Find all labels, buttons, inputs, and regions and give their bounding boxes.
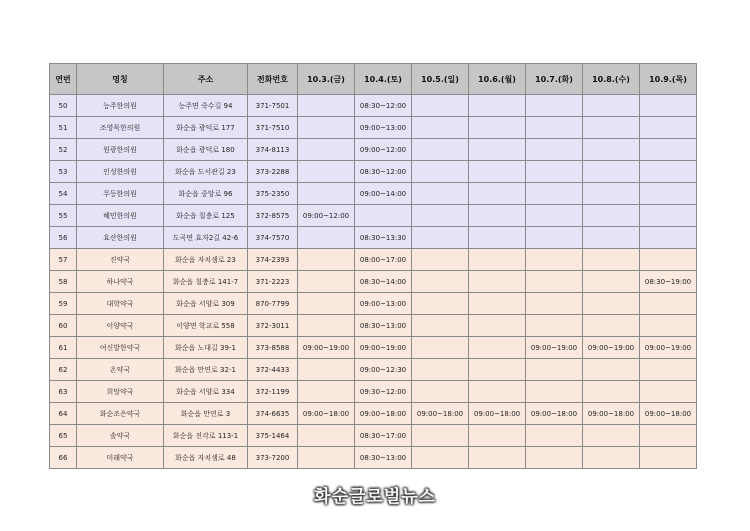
hours-oct8-cell bbox=[583, 227, 640, 249]
hours-oct5-cell bbox=[412, 227, 469, 249]
hours-oct3-cell bbox=[298, 271, 355, 293]
facility-name-cell: 무등한의원 bbox=[77, 183, 164, 205]
hours-oct8-cell bbox=[583, 139, 640, 161]
hours-oct4-cell: 08:30~14:00 bbox=[355, 271, 412, 293]
table-row bbox=[50, 381, 697, 403]
row-number-cell: 55 bbox=[50, 205, 77, 227]
table-row bbox=[50, 249, 697, 271]
hours-oct3-cell bbox=[298, 381, 355, 403]
hours-oct5-cell bbox=[412, 139, 469, 161]
hours-oct8-cell bbox=[583, 271, 640, 293]
hours-oct5-cell bbox=[412, 447, 469, 469]
header-phone: 전화번호 bbox=[248, 64, 298, 95]
hours-oct4-cell: 09:00~14:00 bbox=[355, 183, 412, 205]
hours-oct7-cell: 09:00~18:00 bbox=[526, 403, 583, 425]
hours-oct8-cell bbox=[583, 161, 640, 183]
hours-oct3-cell bbox=[298, 359, 355, 381]
header-date-oct3: 10.3.(금) bbox=[298, 64, 355, 95]
facility-address-cell: 화순읍 자치샘로 23 bbox=[164, 249, 248, 271]
facility-address-cell: 화순읍 도서관길 23 bbox=[164, 161, 248, 183]
table-row bbox=[50, 117, 697, 139]
hours-oct9-cell: 09:00~18:00 bbox=[640, 403, 697, 425]
header-name: 명칭 bbox=[77, 64, 164, 95]
hours-oct9-cell bbox=[640, 205, 697, 227]
hours-oct9-cell bbox=[640, 139, 697, 161]
facility-phone-cell: 374-7570 bbox=[248, 227, 298, 249]
facility-phone-cell: 373-7200 bbox=[248, 447, 298, 469]
header-date-oct7: 10.7.(화) bbox=[526, 64, 583, 95]
facility-name-cell: 미래약국 bbox=[77, 447, 164, 469]
row-number-cell: 58 bbox=[50, 271, 77, 293]
hours-oct5-cell bbox=[412, 381, 469, 403]
facility-address-cell: 화순읍 노대길 39-1 bbox=[164, 337, 248, 359]
hours-oct9-cell bbox=[640, 293, 697, 315]
hours-oct8-cell: 09:00~18:00 bbox=[583, 403, 640, 425]
facility-phone-cell: 372-3011 bbox=[248, 315, 298, 337]
table-row bbox=[50, 359, 697, 381]
facility-name-cell: 효산한의원 bbox=[77, 227, 164, 249]
hours-oct4-cell: 08:30~12:00 bbox=[355, 95, 412, 117]
table-row bbox=[50, 271, 697, 293]
hours-oct5-cell bbox=[412, 183, 469, 205]
hours-oct5-cell bbox=[412, 161, 469, 183]
facility-address-cell: 화순읍 만연로 32-1 bbox=[164, 359, 248, 381]
hours-oct4-cell: 08:00~17:00 bbox=[355, 249, 412, 271]
table-row bbox=[50, 403, 697, 425]
hours-oct6-cell bbox=[469, 447, 526, 469]
hours-oct9-cell bbox=[640, 249, 697, 271]
table-row bbox=[50, 447, 697, 469]
hours-oct8-cell bbox=[583, 95, 640, 117]
row-number-cell: 54 bbox=[50, 183, 77, 205]
hours-oct3-cell bbox=[298, 95, 355, 117]
table-row bbox=[50, 183, 697, 205]
hours-oct6-cell bbox=[469, 249, 526, 271]
hours-oct9-cell bbox=[640, 161, 697, 183]
hours-oct4-cell: 09:00~18:00 bbox=[355, 403, 412, 425]
hours-oct4-cell: 08:30~13:00 bbox=[355, 447, 412, 469]
hours-oct6-cell bbox=[469, 161, 526, 183]
hours-oct3-cell bbox=[298, 447, 355, 469]
hours-oct4-cell: 09:00~19:00 bbox=[355, 337, 412, 359]
facility-address-cell: 화순읍 광덕로 177 bbox=[164, 117, 248, 139]
hours-oct6-cell bbox=[469, 293, 526, 315]
hours-oct5-cell bbox=[412, 271, 469, 293]
hours-oct3-cell bbox=[298, 249, 355, 271]
hours-oct3-cell bbox=[298, 227, 355, 249]
hours-oct5-cell bbox=[412, 359, 469, 381]
row-number-cell: 65 bbox=[50, 425, 77, 447]
facility-address-cell: 화순읍 만연로 3 bbox=[164, 403, 248, 425]
hours-oct7-cell bbox=[526, 139, 583, 161]
hours-oct4-cell: 08:30~17:00 bbox=[355, 425, 412, 447]
row-number-cell: 56 bbox=[50, 227, 77, 249]
hours-oct7-cell bbox=[526, 95, 583, 117]
table-row bbox=[50, 227, 697, 249]
hours-oct6-cell bbox=[469, 315, 526, 337]
hours-oct3-cell bbox=[298, 293, 355, 315]
row-number-cell: 66 bbox=[50, 447, 77, 469]
hours-oct4-cell bbox=[355, 205, 412, 227]
table-row bbox=[50, 205, 697, 227]
hours-oct8-cell bbox=[583, 381, 640, 403]
row-number-cell: 59 bbox=[50, 293, 77, 315]
table-row bbox=[50, 161, 697, 183]
hours-oct4-cell: 08:30~13:00 bbox=[355, 315, 412, 337]
hours-oct5-cell bbox=[412, 95, 469, 117]
facility-address-cell: 능주면 죽수길 94 bbox=[164, 95, 248, 117]
header-date-oct8: 10.8.(수) bbox=[583, 64, 640, 95]
hours-oct3-cell bbox=[298, 183, 355, 205]
hours-oct3-cell: 09:00~18:00 bbox=[298, 403, 355, 425]
facility-name-cell: 여신발한약국 bbox=[77, 337, 164, 359]
facility-address-cell: 화순읍 칠충로 125 bbox=[164, 205, 248, 227]
facility-address-cell: 화순읍 진각로 113-1 bbox=[164, 425, 248, 447]
hours-oct5-cell bbox=[412, 249, 469, 271]
hours-oct7-cell bbox=[526, 205, 583, 227]
holiday-schedule-table bbox=[49, 63, 697, 469]
hours-oct7-cell bbox=[526, 117, 583, 139]
facility-phone-cell: 374-6635 bbox=[248, 403, 298, 425]
news-watermark: 화순글로벌뉴스 bbox=[314, 487, 436, 507]
hours-oct9-cell bbox=[640, 95, 697, 117]
hours-oct4-cell: 09:00~12:00 bbox=[355, 139, 412, 161]
header-address: 주소 bbox=[164, 64, 248, 95]
hours-oct5-cell bbox=[412, 315, 469, 337]
facility-phone-cell: 374-8113 bbox=[248, 139, 298, 161]
row-number-cell: 60 bbox=[50, 315, 77, 337]
hours-oct4-cell: 09:00~13:00 bbox=[355, 293, 412, 315]
facility-phone-cell: 375-2350 bbox=[248, 183, 298, 205]
row-number-cell: 50 bbox=[50, 95, 77, 117]
facility-phone-cell: 371-2223 bbox=[248, 271, 298, 293]
row-number-cell: 62 bbox=[50, 359, 77, 381]
row-number-cell: 57 bbox=[50, 249, 77, 271]
facility-phone-cell: 371-7501 bbox=[248, 95, 298, 117]
facility-name-cell: 희망약국 bbox=[77, 381, 164, 403]
table-body bbox=[50, 95, 697, 469]
hours-oct6-cell bbox=[469, 337, 526, 359]
hours-oct7-cell bbox=[526, 315, 583, 337]
hours-oct3-cell bbox=[298, 139, 355, 161]
hours-oct9-cell bbox=[640, 315, 697, 337]
facility-address-cell: 도곡면 효자2길 42-6 bbox=[164, 227, 248, 249]
hours-oct9-cell bbox=[640, 425, 697, 447]
hours-oct3-cell bbox=[298, 315, 355, 337]
header-row bbox=[50, 64, 697, 95]
hours-oct6-cell bbox=[469, 95, 526, 117]
hours-oct4-cell: 08:30~12:00 bbox=[355, 161, 412, 183]
facility-address-cell: 화순읍 칠충로 141-7 bbox=[164, 271, 248, 293]
facility-address-cell: 화순읍 서양로 309 bbox=[164, 293, 248, 315]
hours-oct7-cell bbox=[526, 227, 583, 249]
facility-address-cell: 화순읍 광덕로 180 bbox=[164, 139, 248, 161]
row-number-cell: 52 bbox=[50, 139, 77, 161]
hours-oct3-cell bbox=[298, 161, 355, 183]
header-date-oct9: 10.9.(목) bbox=[640, 64, 697, 95]
hours-oct3-cell bbox=[298, 117, 355, 139]
header-date-oct4: 10.4.(토) bbox=[355, 64, 412, 95]
facility-phone-cell: 372-4433 bbox=[248, 359, 298, 381]
facility-phone-cell: 375-1464 bbox=[248, 425, 298, 447]
hours-oct7-cell: 09:00~19:00 bbox=[526, 337, 583, 359]
table-row bbox=[50, 337, 697, 359]
row-number-cell: 61 bbox=[50, 337, 77, 359]
hours-oct6-cell bbox=[469, 425, 526, 447]
facility-phone-cell: 870-7799 bbox=[248, 293, 298, 315]
hours-oct3-cell: 09:00~12:00 bbox=[298, 205, 355, 227]
hours-oct9-cell bbox=[640, 117, 697, 139]
hours-oct7-cell bbox=[526, 381, 583, 403]
hours-oct8-cell bbox=[583, 183, 640, 205]
facility-name-cell: 솔약국 bbox=[77, 425, 164, 447]
facility-phone-cell: 373-8588 bbox=[248, 337, 298, 359]
facility-address-cell: 화순읍 서양로 334 bbox=[164, 381, 248, 403]
row-number-cell: 51 bbox=[50, 117, 77, 139]
facility-phone-cell: 372-1199 bbox=[248, 381, 298, 403]
table-row bbox=[50, 95, 697, 117]
hours-oct9-cell: 08:30~19:00 bbox=[640, 271, 697, 293]
hours-oct7-cell bbox=[526, 183, 583, 205]
hours-oct5-cell bbox=[412, 337, 469, 359]
facility-phone-cell: 374-2393 bbox=[248, 249, 298, 271]
facility-name-cell: 조영묵한의원 bbox=[77, 117, 164, 139]
hours-oct3-cell: 09:00~19:00 bbox=[298, 337, 355, 359]
hours-oct6-cell: 09:00~18:00 bbox=[469, 403, 526, 425]
table-row bbox=[50, 315, 697, 337]
facility-name-cell: 진약국 bbox=[77, 249, 164, 271]
hours-oct7-cell bbox=[526, 161, 583, 183]
hours-oct5-cell bbox=[412, 117, 469, 139]
hours-oct9-cell bbox=[640, 183, 697, 205]
hours-oct6-cell bbox=[469, 359, 526, 381]
hours-oct6-cell bbox=[469, 139, 526, 161]
hours-oct8-cell bbox=[583, 117, 640, 139]
header-date-oct5: 10.5.(일) bbox=[412, 64, 469, 95]
hours-oct5-cell bbox=[412, 293, 469, 315]
hours-oct4-cell: 09:30~12:00 bbox=[355, 381, 412, 403]
hours-oct8-cell bbox=[583, 425, 640, 447]
facility-name-cell: 원광한의원 bbox=[77, 139, 164, 161]
facility-address-cell: 화순읍 중앙로 96 bbox=[164, 183, 248, 205]
hours-oct6-cell bbox=[469, 117, 526, 139]
hours-oct8-cell bbox=[583, 249, 640, 271]
hours-oct7-cell bbox=[526, 293, 583, 315]
facility-address-cell: 화순읍 자치샘로 48 bbox=[164, 447, 248, 469]
hours-oct7-cell bbox=[526, 249, 583, 271]
hours-oct4-cell: 09:00~13:00 bbox=[355, 117, 412, 139]
facility-name-cell: 하나약국 bbox=[77, 271, 164, 293]
facility-name-cell: 온약국 bbox=[77, 359, 164, 381]
hours-oct9-cell bbox=[640, 227, 697, 249]
row-number-cell: 53 bbox=[50, 161, 77, 183]
table-row bbox=[50, 293, 697, 315]
facility-name-cell: 대학약국 bbox=[77, 293, 164, 315]
facility-name-cell: 이양약국 bbox=[77, 315, 164, 337]
hours-oct6-cell bbox=[469, 227, 526, 249]
hours-oct9-cell: 09:00~19:00 bbox=[640, 337, 697, 359]
hours-oct5-cell bbox=[412, 205, 469, 227]
hours-oct7-cell bbox=[526, 425, 583, 447]
facility-phone-cell: 373-2288 bbox=[248, 161, 298, 183]
hours-oct5-cell bbox=[412, 425, 469, 447]
facility-name-cell: 화순조은약국 bbox=[77, 403, 164, 425]
hours-oct4-cell: 09:00~12:30 bbox=[355, 359, 412, 381]
hours-oct8-cell bbox=[583, 359, 640, 381]
hours-oct8-cell bbox=[583, 293, 640, 315]
hours-oct8-cell: 09:00~19:00 bbox=[583, 337, 640, 359]
hours-oct6-cell bbox=[469, 381, 526, 403]
hours-oct4-cell: 08:30~13:30 bbox=[355, 227, 412, 249]
facility-name-cell: 능주한의원 bbox=[77, 95, 164, 117]
hours-oct8-cell bbox=[583, 447, 640, 469]
hours-oct9-cell bbox=[640, 381, 697, 403]
table-row bbox=[50, 425, 697, 447]
hours-oct7-cell bbox=[526, 359, 583, 381]
facility-name-cell: 인성한의원 bbox=[77, 161, 164, 183]
hours-oct6-cell bbox=[469, 205, 526, 227]
hours-oct7-cell bbox=[526, 271, 583, 293]
hours-oct3-cell bbox=[298, 425, 355, 447]
facility-phone-cell: 372-8575 bbox=[248, 205, 298, 227]
facility-address-cell: 이양면 학교로 558 bbox=[164, 315, 248, 337]
hours-oct7-cell bbox=[526, 447, 583, 469]
facility-name-cell: 혜민한의원 bbox=[77, 205, 164, 227]
header-no: 연번 bbox=[50, 64, 77, 95]
hours-oct9-cell bbox=[640, 447, 697, 469]
hours-oct6-cell bbox=[469, 271, 526, 293]
header-date-oct6: 10.6.(월) bbox=[469, 64, 526, 95]
row-number-cell: 63 bbox=[50, 381, 77, 403]
hours-oct8-cell bbox=[583, 205, 640, 227]
table-row bbox=[50, 139, 697, 161]
facility-phone-cell: 371-7510 bbox=[248, 117, 298, 139]
hours-oct6-cell bbox=[469, 183, 526, 205]
row-number-cell: 64 bbox=[50, 403, 77, 425]
hours-oct8-cell bbox=[583, 315, 640, 337]
hours-oct9-cell bbox=[640, 359, 697, 381]
hours-oct5-cell: 09:00~18:00 bbox=[412, 403, 469, 425]
